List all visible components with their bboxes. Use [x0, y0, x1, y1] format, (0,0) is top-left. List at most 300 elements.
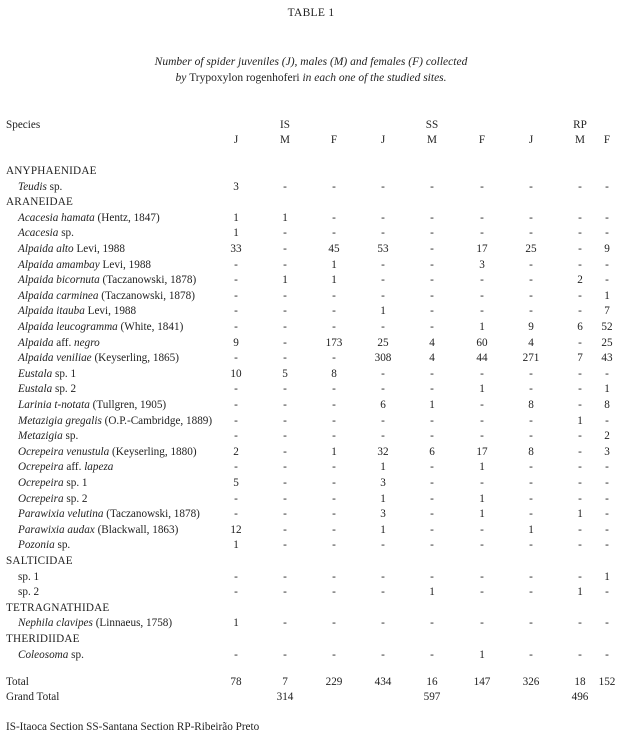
- species-epithet: lapeza: [84, 461, 114, 474]
- cell-value: 17: [476, 445, 488, 458]
- cell-value: -: [430, 289, 434, 302]
- cell-value: -: [381, 211, 385, 224]
- cell-value: 1: [479, 508, 485, 521]
- family-name: TETRAGNATHIDAE: [6, 601, 110, 614]
- cell-value: 8: [604, 399, 610, 411]
- cell-value: 1: [577, 508, 583, 521]
- cell-value: 173: [325, 336, 343, 349]
- cell-value: -: [283, 383, 287, 396]
- cell-value: -: [234, 508, 238, 521]
- cell-value: -: [578, 211, 582, 224]
- cell-value: -: [381, 539, 385, 552]
- cell-value: -: [332, 352, 336, 365]
- cell-value: -: [605, 258, 609, 271]
- total-value: 152: [598, 676, 616, 688]
- cell-value: 9: [528, 321, 534, 333]
- cell-value: -: [234, 586, 238, 599]
- species-genus: Coleosoma: [18, 648, 69, 661]
- subcolumn-header: F: [603, 134, 611, 146]
- total-value: 229: [325, 676, 343, 688]
- cell-value: -: [430, 305, 434, 318]
- cell-value: -: [234, 352, 238, 365]
- total-label: Total: [6, 676, 29, 688]
- species-authority: aff.: [63, 461, 85, 474]
- cell-value: -: [381, 289, 385, 302]
- cell-value: -: [480, 430, 484, 443]
- cell-value: -: [381, 258, 385, 271]
- cell-value: -: [529, 227, 533, 240]
- cell-value: -: [529, 648, 533, 661]
- cell-value: -: [605, 648, 609, 661]
- cell-value: -: [283, 508, 287, 521]
- cell-value: 1: [331, 445, 337, 458]
- cell-value: -: [283, 617, 287, 630]
- cell-value: -: [381, 227, 385, 240]
- species-genus: Eustala: [18, 367, 53, 380]
- species-name: [18, 494, 88, 505]
- cell-value: -: [529, 289, 533, 302]
- cell-value: 2: [604, 430, 610, 443]
- cell-value: -: [332, 586, 336, 599]
- cell-value: -: [332, 289, 336, 302]
- cell-value: -: [529, 508, 533, 521]
- species-authority: (Tullgren, 1905): [89, 399, 167, 411]
- cell-value: -: [234, 430, 238, 443]
- family-name: SALTICIDAE: [6, 555, 73, 567]
- cell-value: -: [234, 492, 238, 505]
- cell-value: -: [332, 321, 336, 333]
- subcolumn-header: M: [280, 134, 290, 146]
- cell-value: -: [480, 289, 484, 302]
- species-genus: Alpaida alto: [18, 243, 74, 255]
- species-genus: Parawixia velutina: [18, 508, 104, 521]
- species-name: [18, 587, 39, 598]
- cell-value: 1: [233, 539, 239, 552]
- cell-value: 17: [476, 243, 488, 255]
- species-genus: Alpaida veniliae: [18, 352, 92, 365]
- cell-value: -: [430, 477, 434, 489]
- cell-value: -: [480, 305, 484, 318]
- species-name: [18, 462, 113, 473]
- subcolumn-header: M: [575, 134, 585, 146]
- cell-value: -: [480, 274, 484, 287]
- cell-value: -: [283, 477, 287, 489]
- cell-value: -: [283, 243, 287, 255]
- cell-value: -: [578, 617, 582, 630]
- table-title: TABLE 1: [287, 7, 335, 19]
- cell-value: 25: [601, 336, 613, 349]
- species-genus: Alpaida leucogramma: [18, 321, 118, 333]
- cell-value: -: [529, 539, 533, 552]
- cell-value: 1: [604, 289, 610, 302]
- caption-pre: by: [175, 72, 190, 84]
- cell-value: -: [332, 523, 336, 536]
- cell-value: 271: [522, 352, 540, 365]
- subcolumn-header: M: [427, 134, 437, 146]
- subcolumn-header: F: [478, 134, 486, 146]
- cell-value: -: [529, 274, 533, 287]
- species-genus: Ocrepeira venustula: [18, 445, 110, 458]
- species-authority: sp.: [58, 227, 74, 240]
- grand-total-label: Grand Total: [6, 691, 60, 703]
- cell-value: -: [283, 414, 287, 427]
- species-name: [18, 306, 136, 317]
- cell-value: 1: [380, 492, 386, 505]
- species-authority: sp. 1: [63, 477, 88, 489]
- cell-value: -: [332, 539, 336, 552]
- cell-value: -: [381, 430, 385, 443]
- cell-value: -: [283, 570, 287, 583]
- species-name: [18, 291, 195, 302]
- cell-value: -: [430, 539, 434, 552]
- total-value: 18: [574, 676, 586, 688]
- species-name: [18, 478, 88, 489]
- cell-value: -: [430, 321, 434, 333]
- species-name: [18, 509, 200, 520]
- cell-value: -: [578, 258, 582, 271]
- section-header-rp: RP: [573, 119, 587, 131]
- cell-value: 1: [233, 227, 239, 240]
- species-authority: Levi, 1988: [73, 243, 125, 255]
- cell-value: -: [605, 477, 609, 489]
- cell-value: 43: [601, 352, 613, 365]
- cell-value: 1: [479, 492, 485, 505]
- cell-value: -: [430, 430, 434, 443]
- cell-value: -: [234, 289, 238, 302]
- species-genus: Nephila clavipes: [18, 617, 93, 630]
- total-value: 434: [374, 676, 392, 688]
- cell-value: -: [430, 414, 434, 427]
- species-authority: (Keyserling, 1865): [91, 352, 179, 365]
- caption-species: Trypoxylon rogenhoferi: [189, 72, 300, 84]
- cell-value: -: [605, 508, 609, 521]
- species-authority: Levi, 1988: [84, 305, 137, 318]
- species-genus: Alpaida itauba: [18, 305, 85, 318]
- species-genus: Pozonia: [18, 539, 55, 552]
- cell-value: -: [381, 414, 385, 427]
- species-name: [18, 228, 74, 239]
- cell-value: -: [234, 274, 238, 287]
- cell-value: -: [529, 383, 533, 396]
- cell-value: 1: [429, 399, 435, 411]
- cell-value: -: [283, 399, 287, 411]
- cell-value: -: [283, 461, 287, 474]
- cell-value: 1: [604, 383, 610, 396]
- species-name: [18, 618, 172, 629]
- cell-value: -: [381, 367, 385, 380]
- species-authority: sp. 2: [18, 586, 40, 599]
- cell-value: 3: [380, 477, 386, 489]
- cell-value: -: [430, 180, 434, 193]
- cell-value: 1: [604, 570, 610, 583]
- cell-value: -: [578, 227, 582, 240]
- cell-value: -: [480, 586, 484, 599]
- species-name: [18, 384, 76, 395]
- species-name: [18, 540, 70, 551]
- cell-value: -: [332, 492, 336, 505]
- cell-value: 45: [328, 243, 340, 255]
- species-authority: sp.: [46, 180, 63, 193]
- cell-value: 9: [233, 336, 239, 349]
- species-genus: Eustala: [18, 383, 53, 396]
- cell-value: 7: [577, 352, 583, 365]
- species-name: [18, 338, 100, 349]
- total-value: 16: [426, 676, 438, 688]
- cell-value: -: [283, 586, 287, 599]
- species-name: [18, 182, 62, 193]
- species-authority: Levi, 1988: [99, 258, 152, 271]
- species-name: [18, 275, 196, 286]
- cell-value: -: [578, 445, 582, 458]
- cell-value: -: [480, 570, 484, 583]
- cell-value: 4: [429, 352, 435, 365]
- cell-value: -: [430, 648, 434, 661]
- cell-value: -: [529, 367, 533, 380]
- grand-total-value: 597: [423, 691, 441, 703]
- species-name: [18, 572, 39, 583]
- cell-value: -: [578, 461, 582, 474]
- cell-value: -: [578, 539, 582, 552]
- cell-value: -: [283, 258, 287, 271]
- cell-value: -: [430, 383, 434, 396]
- section-header-is: IS: [280, 119, 290, 131]
- cell-value: -: [578, 243, 582, 255]
- cell-value: -: [283, 523, 287, 536]
- species-authority: (Keyserling, 1880): [109, 445, 197, 458]
- cell-value: 1: [479, 383, 485, 396]
- cell-value: -: [605, 414, 609, 427]
- cell-value: 53: [377, 243, 389, 255]
- cell-value: -: [605, 180, 609, 193]
- cell-value: -: [529, 430, 533, 443]
- cell-value: -: [234, 305, 238, 318]
- species-name: [18, 416, 212, 427]
- cell-value: -: [430, 461, 434, 474]
- cell-value: 1: [233, 617, 239, 630]
- cell-value: 2: [233, 445, 239, 458]
- species-name: [18, 353, 179, 364]
- cell-value: -: [234, 414, 238, 427]
- species-name: [18, 650, 84, 661]
- cell-value: -: [430, 258, 434, 271]
- species-authority: (Taczanowski, 1878): [99, 274, 197, 287]
- cell-value: 3: [233, 180, 239, 193]
- cell-value: -: [234, 321, 238, 333]
- cell-value: 44: [476, 352, 488, 365]
- cell-value: -: [332, 180, 336, 193]
- cell-value: -: [283, 352, 287, 365]
- cell-value: -: [578, 648, 582, 661]
- species-authority: (O.P.-Cambridge, 1889): [101, 414, 213, 427]
- cell-value: -: [605, 523, 609, 536]
- cell-value: -: [529, 211, 533, 224]
- cell-value: -: [332, 211, 336, 224]
- cell-value: -: [234, 461, 238, 474]
- species-genus: Ocrepeira: [18, 477, 64, 489]
- cell-value: 3: [604, 445, 610, 458]
- cell-value: -: [578, 180, 582, 193]
- total-value: 78: [230, 676, 242, 688]
- cell-value: -: [381, 586, 385, 599]
- cell-value: 3: [380, 508, 386, 521]
- species-authority: sp.: [68, 648, 84, 661]
- family-name: THERIDIIDAE: [6, 633, 80, 645]
- cell-value: -: [234, 399, 238, 411]
- family-name: ANYPHAENIDAE: [6, 165, 97, 177]
- subcolumn-header: F: [330, 134, 338, 146]
- cell-value: -: [578, 367, 582, 380]
- cell-value: -: [381, 617, 385, 630]
- species-name: [18, 447, 197, 458]
- cell-value: -: [283, 336, 287, 349]
- cell-value: -: [283, 492, 287, 505]
- cell-value: -: [283, 289, 287, 302]
- cell-value: 4: [429, 336, 435, 349]
- cell-value: -: [578, 492, 582, 505]
- cell-value: -: [480, 617, 484, 630]
- cell-value: -: [332, 508, 336, 521]
- cell-value: -: [430, 274, 434, 287]
- species-genus: Parawixia audax: [18, 523, 95, 536]
- cell-value: -: [430, 227, 434, 240]
- cell-value: -: [381, 274, 385, 287]
- cell-value: -: [605, 492, 609, 505]
- cell-value: -: [381, 321, 385, 333]
- cell-value: -: [605, 211, 609, 224]
- cell-value: -: [605, 539, 609, 552]
- cell-value: 1: [331, 258, 337, 271]
- cell-value: -: [578, 523, 582, 536]
- species-genus: Alpaida amambay: [18, 258, 100, 271]
- cell-value: -: [283, 180, 287, 193]
- cell-value: -: [578, 336, 582, 349]
- cell-value: -: [332, 227, 336, 240]
- cell-value: 33: [230, 243, 242, 255]
- cell-value: -: [381, 648, 385, 661]
- cell-value: -: [605, 461, 609, 474]
- cell-value: 8: [528, 399, 534, 411]
- caption-post: in each one of the studied sites.: [299, 72, 447, 84]
- species-name: [18, 322, 183, 333]
- table-caption-line1: Number of spider juveniles (J), males (M) and females (F) collected: [154, 56, 468, 68]
- cell-value: 1: [282, 211, 288, 224]
- subcolumn-header: J: [528, 134, 534, 146]
- cell-value: -: [578, 289, 582, 302]
- cell-value: 2: [577, 274, 583, 287]
- cell-value: 1: [479, 321, 485, 333]
- species-name: [18, 213, 160, 224]
- cell-value: -: [529, 586, 533, 599]
- cell-value: 7: [604, 305, 610, 318]
- cell-value: 3: [479, 258, 485, 271]
- species-authority: sp. 2: [63, 492, 88, 505]
- cell-value: -: [480, 523, 484, 536]
- cell-value: 6: [380, 399, 386, 411]
- cell-value: -: [430, 243, 434, 255]
- cell-value: -: [578, 399, 582, 411]
- cell-value: -: [578, 430, 582, 443]
- cell-value: -: [605, 367, 609, 380]
- subcolumn-header: J: [233, 134, 239, 146]
- cell-value: -: [605, 227, 609, 240]
- family-name: ARANEIDAE: [6, 196, 74, 209]
- cell-value: -: [283, 648, 287, 661]
- species-genus: Teudis: [18, 180, 47, 193]
- cell-value: -: [578, 570, 582, 583]
- cell-value: 5: [282, 367, 288, 380]
- species-authority: (White, 1841): [117, 321, 184, 333]
- cell-value: 1: [429, 586, 435, 599]
- cell-value: -: [529, 461, 533, 474]
- grand-total-value: 496: [571, 691, 589, 703]
- cell-value: -: [480, 539, 484, 552]
- species-genus: Acacesia: [18, 227, 59, 240]
- species-name: [18, 260, 151, 271]
- species-name: [18, 525, 178, 536]
- cell-value: -: [332, 399, 336, 411]
- cell-value: -: [332, 648, 336, 661]
- cell-value: -: [332, 414, 336, 427]
- cell-value: 5: [233, 477, 239, 489]
- cell-value: -: [430, 523, 434, 536]
- total-value: 326: [522, 676, 540, 688]
- cell-value: -: [430, 508, 434, 521]
- cell-value: -: [381, 180, 385, 193]
- cell-value: 1: [528, 523, 534, 536]
- cell-value: 52: [601, 321, 613, 333]
- cell-value: -: [332, 617, 336, 630]
- species-genus: Metazigia: [18, 430, 63, 443]
- species-genus: Alpaida: [18, 336, 54, 349]
- cell-value: 1: [479, 461, 485, 474]
- total-value: 147: [473, 676, 491, 688]
- cell-value: -: [480, 367, 484, 380]
- cell-value: 1: [479, 648, 485, 661]
- species-genus: Larinia t-notata: [18, 399, 90, 411]
- cell-value: 32: [377, 445, 389, 458]
- cell-value: 6: [577, 321, 583, 333]
- cell-value: -: [605, 274, 609, 287]
- species-genus: Ocrepeira: [18, 492, 64, 505]
- cell-value: -: [430, 367, 434, 380]
- species-genus: Alpaida bicornuta: [18, 274, 100, 287]
- species-authority: (Taczanowski, 1878): [103, 508, 200, 521]
- species-authority: (Taczanowski, 1878): [98, 289, 195, 302]
- species-authority: sp. 2: [52, 383, 77, 396]
- cell-value: -: [578, 477, 582, 489]
- cell-value: -: [529, 258, 533, 271]
- cell-value: -: [234, 383, 238, 396]
- cell-value: -: [605, 586, 609, 599]
- cell-value: 1: [233, 211, 239, 224]
- cell-value: 1: [380, 305, 386, 318]
- species-name: [18, 400, 166, 411]
- species-authority: (Hentz, 1847): [94, 211, 160, 224]
- cell-value: 9: [604, 243, 610, 255]
- species-epithet: negro: [74, 336, 100, 349]
- section-header-ss: SS: [425, 119, 439, 131]
- cell-value: 10: [230, 367, 242, 380]
- cell-value: -: [234, 648, 238, 661]
- species-genus: Metazigia gregalis: [18, 414, 102, 427]
- cell-value: 1: [380, 523, 386, 536]
- cell-value: -: [283, 305, 287, 318]
- cell-value: -: [529, 477, 533, 489]
- cell-value: -: [430, 570, 434, 583]
- cell-value: -: [332, 477, 336, 489]
- cell-value: -: [283, 539, 287, 552]
- cell-value: -: [529, 305, 533, 318]
